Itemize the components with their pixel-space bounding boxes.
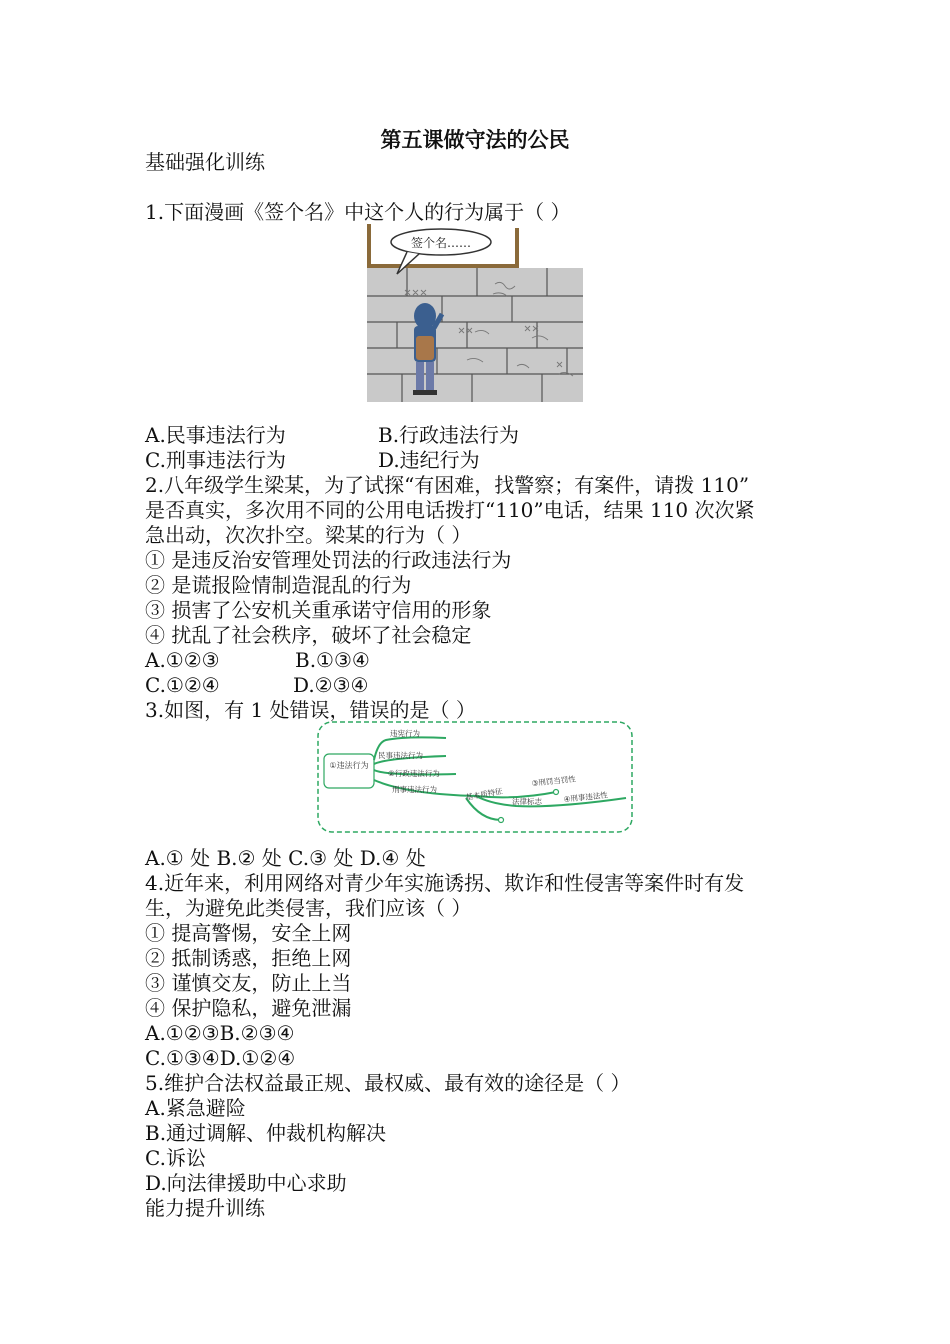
speech-bubble-text: 签个名……	[410, 236, 472, 250]
q2-item-1: ① 是违反治安管理处罚法的行政违法行为	[145, 548, 512, 572]
q5-option-b: B.通过调解、仲裁机构解决	[145, 1121, 387, 1145]
q2-item-4: ④ 扰乱了社会秩序，破坏了社会稳定	[145, 623, 472, 647]
page-title: 第五课做守法的公民	[380, 127, 570, 152]
q5-option-c: C.诉讼	[145, 1146, 206, 1170]
q3-options: A.① 处 B.② 处 C.③ 处 D.④ 处	[145, 846, 426, 870]
q1-option-b: B.行政违法行为	[378, 423, 520, 447]
mindmap-sub-2: 法律标志	[512, 797, 542, 806]
mindmap-leaf-1: ③刑罚当罚性	[531, 774, 577, 788]
mindmap-branch-4: 刑事违法行为	[392, 785, 437, 794]
q5-option-a: A.紧急避险	[145, 1096, 246, 1120]
q4-options-2: C.①③④D.①②④	[145, 1046, 296, 1070]
comic-sign-name-image	[367, 224, 583, 402]
mindmap-leaf-2: ④刑事违法性	[563, 790, 609, 804]
q4-item-1: ① 提高警惕，安全上网	[145, 921, 352, 945]
q1-option-a: A.民事违法行为	[145, 423, 286, 447]
q2-option-c: C.①②④	[145, 673, 220, 697]
q2-stem-line-3: 急出动，次次扑空。梁某的行为（ ）	[145, 523, 472, 547]
mindmap-branch-3: ②行政违法行为	[388, 769, 440, 778]
q2-item-2: ② 是谎报险情制造混乱的行为	[145, 573, 412, 597]
q5-option-d: D.向法律援助中心求助	[145, 1171, 347, 1195]
q4-stem-line-1: 4.近年来，利用网络对青少年实施诱拐、欺诈和性侵害等案件时有发	[145, 871, 745, 895]
q2-stem-line-1: 2.八年级学生梁某，为了试探“有困难，找警察；有案件，请拨 110”	[145, 473, 750, 497]
q4-item-4: ④ 保护隐私，避免泄漏	[145, 996, 352, 1020]
q4-stem-line-2: 生，为避免此类侵害，我们应该（ ）	[145, 896, 472, 920]
q5-stem: 5.维护合法权益最正规、最权威、最有效的途径是（ ）	[145, 1071, 631, 1095]
q3-stem: 3.如图，有 1 处错误，错误的是（ ）	[145, 698, 476, 722]
section-heading-advanced: 能力提升训练	[145, 1196, 265, 1220]
q2-option-a: A.①②③	[145, 648, 220, 672]
q2-item-3: ③ 损害了公安机关重承诺守信用的形象	[145, 598, 492, 622]
q2-option-b: B.①③④	[295, 648, 370, 672]
section-heading-basic: 基础强化训练	[145, 150, 265, 174]
q4-item-2: ② 抵制诱惑，拒绝上网	[145, 946, 352, 970]
q4-item-3: ③ 谨慎交友，防止上当	[145, 971, 352, 995]
q1-stem: 1.下面漫画《签个名》中这个人的行为属于（ ）	[145, 200, 571, 224]
mindmap-sub-1: 基本质特征	[464, 786, 504, 802]
mindmap-root-label: ①违法行为	[329, 761, 369, 770]
q1-option-c: C.刑事违法行为	[145, 448, 286, 472]
law-violation-mindmap	[316, 720, 634, 834]
q2-stem-line-2: 是否真实，多次用不同的公用电话拨打“110”电话，结果 110 次次紧	[145, 498, 755, 522]
q1-option-d: D.违纪行为	[378, 448, 480, 472]
mindmap-branch-1: 违宪行为	[390, 729, 420, 738]
q2-option-d: D.②③④	[293, 673, 369, 697]
q4-options-1: A.①②③B.②③④	[145, 1021, 295, 1045]
mindmap-branch-2: 民事违法行为	[378, 751, 423, 760]
